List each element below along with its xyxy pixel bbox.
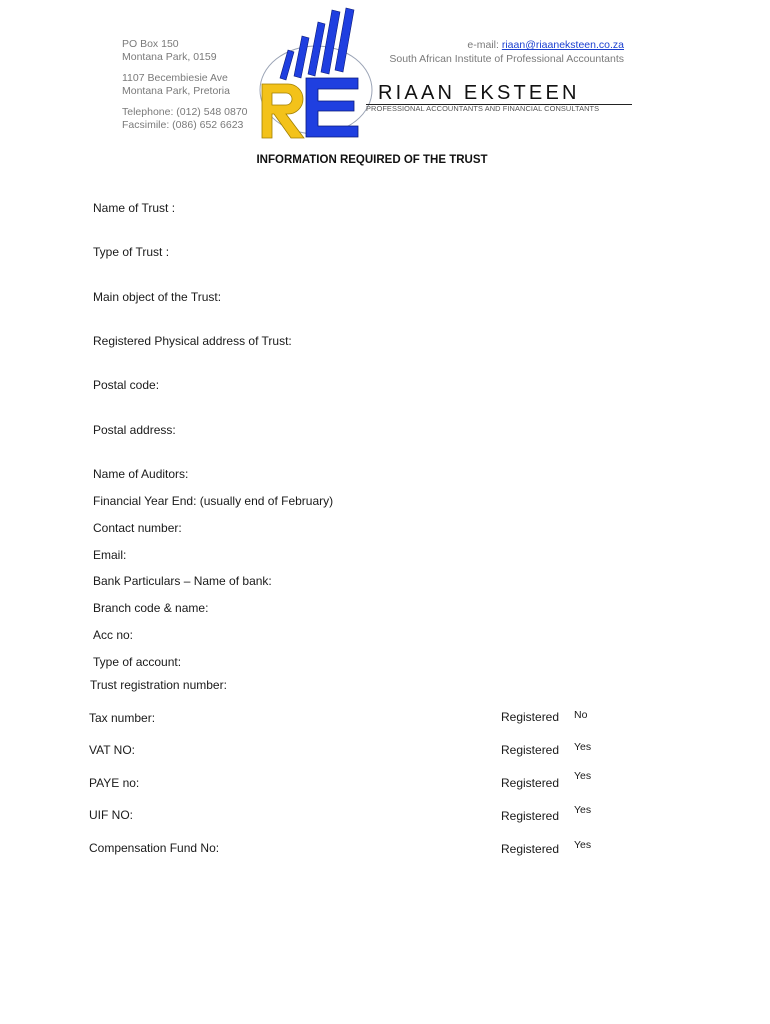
reg-answer-tax: No — [574, 709, 588, 721]
reg-label-paye: PAYE no: — [89, 776, 140, 790]
contact-block — [389, 38, 624, 66]
reg-status-label: Registered — [501, 842, 560, 856]
reg-status-label: Registered — [501, 710, 560, 724]
reg-status-label: Registered — [501, 776, 560, 790]
address-line: Montana Park, 0159 — [122, 51, 217, 63]
field-name-of-trust: Name of Trust : — [93, 201, 176, 215]
address-line: 1107 Becembiesie Ave — [122, 72, 228, 84]
logo-letters — [262, 78, 358, 138]
fax-text: Facsimile: (086) 652 6623 — [122, 119, 244, 131]
field-financial-year-end: Financial Year End: (usually end of February) — [93, 494, 334, 508]
reg-label-vat: VAT NO: — [89, 743, 136, 757]
field-branch-code: Branch code & name: — [93, 601, 209, 615]
form-title: INFORMATION REQUIRED OF THE TRUST — [256, 154, 488, 166]
field-type-of-trust: Type of Trust : — [93, 245, 170, 259]
institute-text: South African Institute of Professional Accountants — [389, 53, 624, 65]
field-account-number: Acc no: — [93, 628, 134, 642]
company-logo — [258, 6, 380, 140]
firm-name: RIAAN EKSTEEN — [378, 82, 580, 104]
address-line: Montana Park, Pretoria — [122, 85, 230, 97]
field-bank-name: Bank Particulars – Name of bank: — [93, 574, 272, 588]
email-link[interactable]: riaan@riaaneksteen.co.za — [501, 39, 624, 51]
field-name-of-auditors: Name of Auditors: — [93, 467, 189, 481]
phone-text: Telephone: (012) 548 0870 — [122, 106, 248, 118]
reg-answer-compensation-fund: Yes — [574, 839, 592, 851]
field-physical-address: Registered Physical address of Trust: — [93, 334, 292, 348]
reg-answer-paye: Yes — [574, 770, 592, 782]
field-main-object: Main object of the Trust: — [93, 290, 222, 304]
field-postal-code: Postal code: — [93, 378, 160, 392]
reg-status-label: Registered — [501, 809, 560, 823]
reg-answer-vat: Yes — [574, 741, 592, 753]
field-contact-number: Contact number: — [93, 521, 182, 535]
address-line: PO Box 150 — [122, 38, 179, 50]
firm-tagline: PROFESSIONAL ACCOUNTANTS AND FINANCIAL CONSULTANTS — [366, 104, 600, 113]
address-block — [122, 38, 248, 132]
reg-answer-uif: Yes — [574, 804, 592, 816]
reg-label-uif: UIF NO: — [89, 808, 133, 822]
field-trust-registration-number: Trust registration number: — [90, 678, 227, 692]
reg-label-compensation-fund: Compensation Fund No: — [89, 841, 220, 855]
reg-label-tax: Tax number: — [89, 711, 156, 725]
email-prefix: e-mail: — [467, 39, 502, 51]
field-email: Email: — [93, 548, 127, 562]
field-account-type: Type of account: — [93, 655, 182, 669]
email-line — [389, 38, 624, 52]
field-postal-address: Postal address: — [93, 423, 176, 437]
reg-status-label: Registered — [501, 743, 560, 757]
